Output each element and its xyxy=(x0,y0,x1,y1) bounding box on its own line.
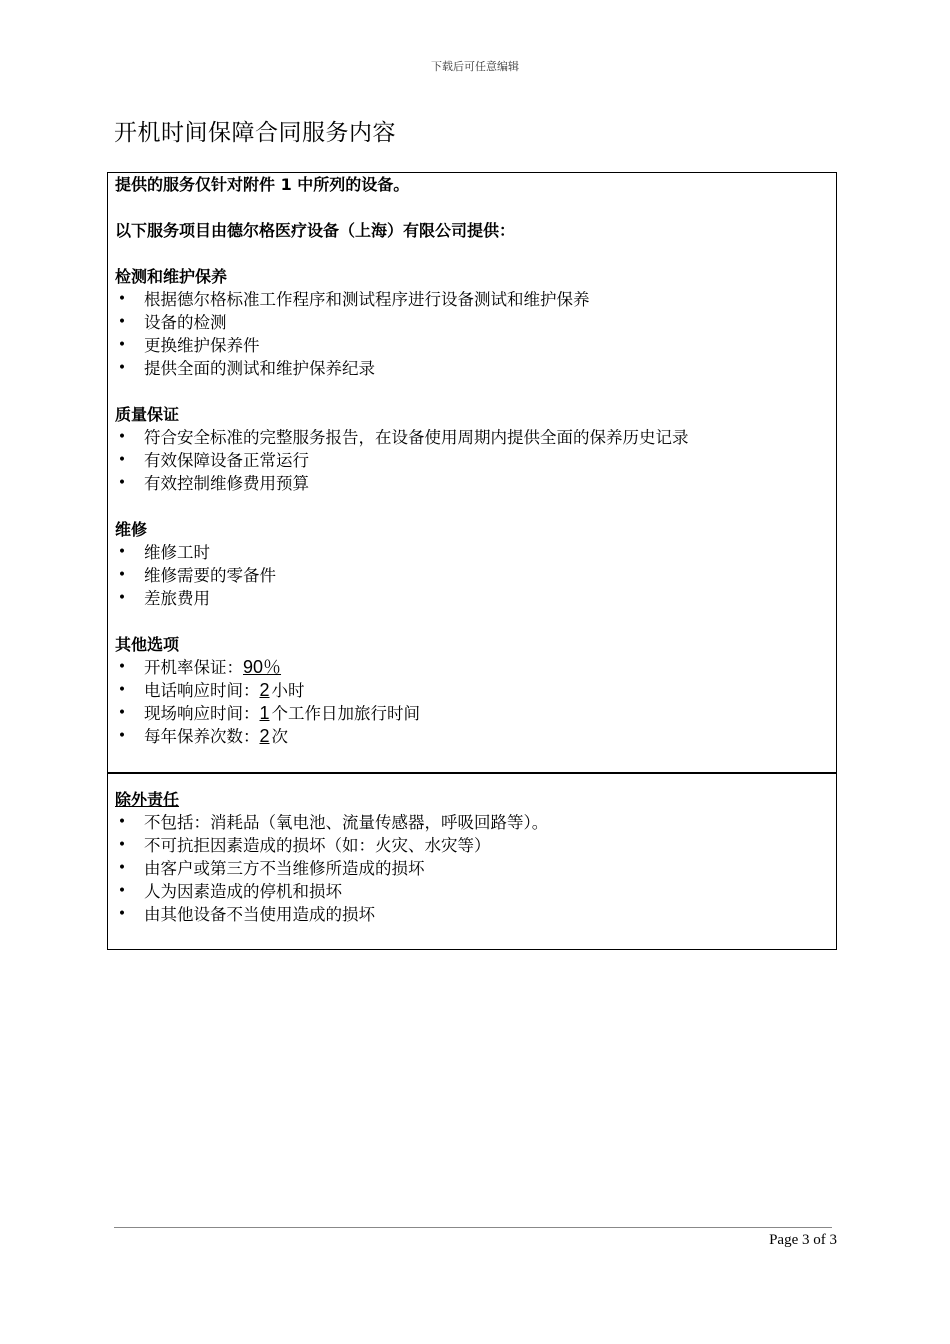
scope-statement: 提供的服务仅针对附件 1 中所列的设备。 xyxy=(115,175,410,194)
option-onsite-response xyxy=(115,702,830,725)
bullet-icon: • xyxy=(117,728,127,744)
bullet-icon: • xyxy=(117,544,127,560)
list-item-text: 有效保障设备正常运行 xyxy=(144,451,309,470)
bullet-icon: • xyxy=(117,452,127,468)
list-item xyxy=(115,587,830,610)
option-phone-response xyxy=(115,679,830,702)
list-item xyxy=(115,541,830,564)
option-maintenance-count xyxy=(115,725,830,748)
list-item-text: 不包括：消耗品（氧电池、流量传感器，呼吸回路等）。 xyxy=(144,813,549,832)
bullet-icon: • xyxy=(117,837,127,853)
section-heading-inspection: 检测和维护保养 xyxy=(115,267,228,286)
provider-statement: 以下服务项目由德尔格医疗设备（上海）有限公司提供： xyxy=(115,221,516,240)
list-item xyxy=(115,903,830,926)
list-item xyxy=(115,564,830,587)
section-heading-quality: 质量保证 xyxy=(115,405,180,424)
bullet-icon: • xyxy=(117,705,127,721)
bullet-icon: • xyxy=(117,475,127,491)
list-item xyxy=(115,334,830,357)
bullet-icon: • xyxy=(117,291,127,307)
list-item xyxy=(115,811,830,834)
bullet-icon: • xyxy=(117,883,127,899)
option-suffix: 个工作日加旅行时间 xyxy=(271,704,421,723)
option-value: 90％ xyxy=(243,657,282,677)
bullet-icon: • xyxy=(117,860,127,876)
list-item-text: 维修工时 xyxy=(144,543,210,562)
list-item xyxy=(115,311,830,334)
option-suffix: 次 xyxy=(271,727,289,746)
section-heading-exclusions: 除外责任 xyxy=(115,790,180,809)
list-item-text: 根据德尔格标准工作程序和测试程序进行设备测试和维护保养 xyxy=(144,290,590,309)
bullet-icon: • xyxy=(117,567,127,583)
option-value: 2 xyxy=(259,680,270,700)
list-item xyxy=(115,880,830,903)
page-number: Page 3 of 3 xyxy=(769,1232,837,1248)
option-label: 现场响应时间： xyxy=(144,704,260,723)
list-item-text: 更换维护保养件 xyxy=(144,336,260,355)
list-item xyxy=(115,357,830,380)
bullet-icon: • xyxy=(117,337,127,353)
list-item xyxy=(115,472,830,495)
footer-divider xyxy=(114,1227,832,1228)
list-item-text: 由其他设备不当使用造成的损坏 xyxy=(144,905,375,924)
list-item-text: 维修需要的零备件 xyxy=(144,566,276,585)
bullet-icon: • xyxy=(117,590,127,606)
option-value: 2 xyxy=(259,726,270,746)
list-item-text: 不可抗拒因素造成的损坏（如：火灾、水灾等） xyxy=(144,836,491,855)
list-item-text: 差旅费用 xyxy=(144,589,210,608)
section-heading-repair: 维修 xyxy=(115,520,148,539)
list-item xyxy=(115,857,830,880)
list-item-text: 人为因素造成的停机和损坏 xyxy=(144,882,342,901)
list-item-text: 符合安全标准的完整服务报告，在设备使用周期内提供全面的保养历史记录 xyxy=(144,428,689,447)
bullet-icon: • xyxy=(117,360,127,376)
list-item-text: 有效控制维修费用预算 xyxy=(144,474,309,493)
list-item-text: 提供全面的测试和维护保养纪录 xyxy=(144,359,375,378)
option-uptime xyxy=(115,656,830,679)
exclusions-box xyxy=(107,772,837,950)
document-title: 开机时间保障合同服务内容 xyxy=(114,120,396,146)
option-label: 每年保养次数： xyxy=(144,727,260,746)
option-value: 1 xyxy=(259,703,270,723)
option-label: 开机率保证： xyxy=(144,658,243,677)
bullet-icon: • xyxy=(117,906,127,922)
bullet-icon: • xyxy=(117,314,127,330)
bullet-icon: • xyxy=(117,429,127,445)
list-item-text: 设备的检测 xyxy=(144,313,227,332)
list-item-text: 由客户或第三方不当维修所造成的损坏 xyxy=(144,859,425,878)
list-item xyxy=(115,288,830,311)
bullet-icon: • xyxy=(117,682,127,698)
bullet-icon: • xyxy=(117,814,127,830)
services-box xyxy=(107,172,837,774)
list-item xyxy=(115,426,830,449)
option-label: 电话响应时间： xyxy=(144,681,260,700)
bullet-icon: • xyxy=(117,659,127,675)
list-item xyxy=(115,449,830,472)
list-item xyxy=(115,834,830,857)
section-heading-other-options: 其他选项 xyxy=(115,635,180,654)
header-note: 下载后可任意编辑 xyxy=(431,60,519,73)
option-suffix: 小时 xyxy=(271,681,305,700)
